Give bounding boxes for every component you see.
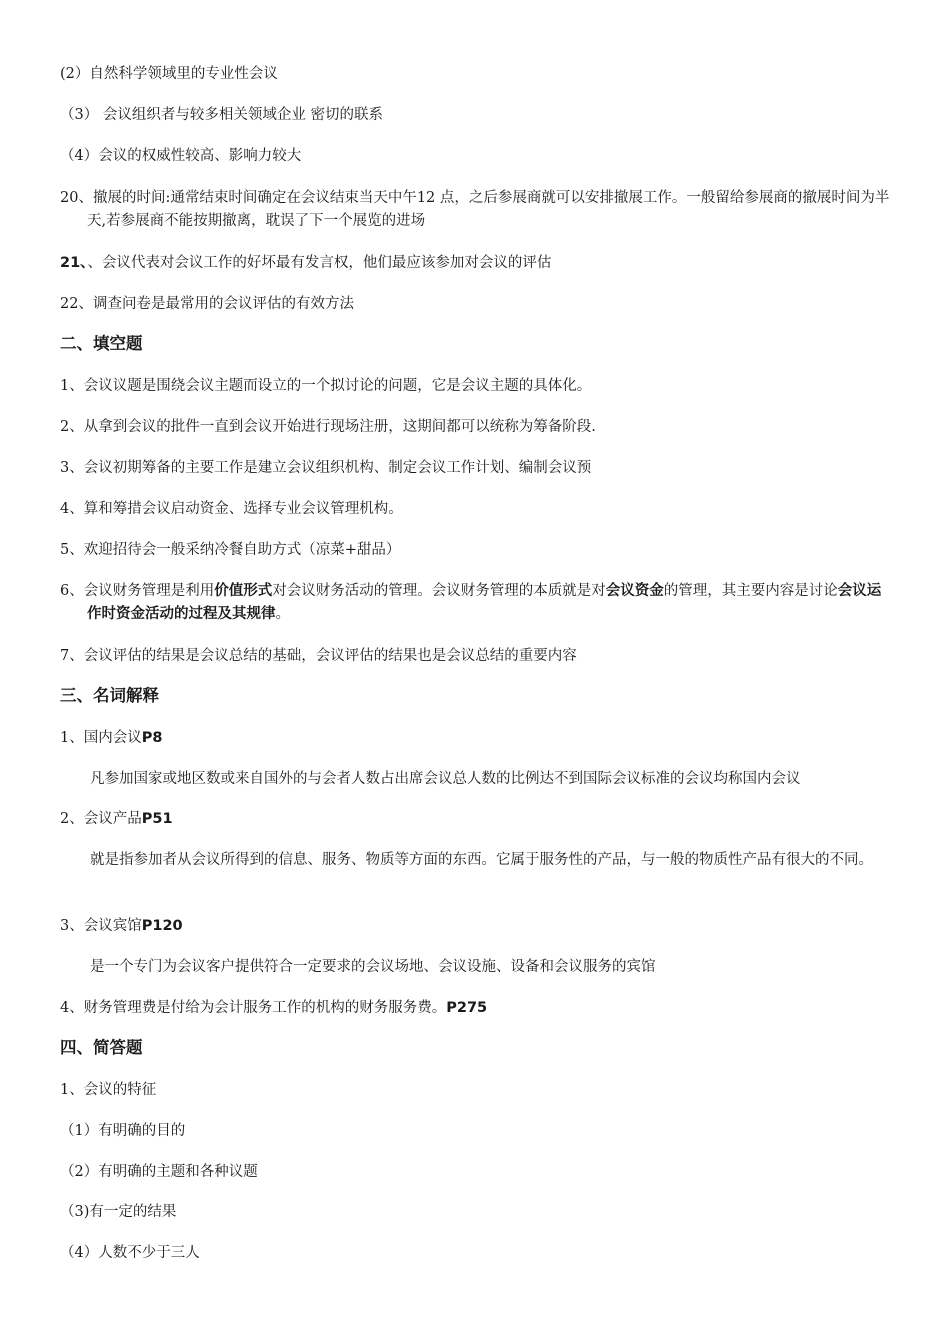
text-line: 1、会议议题是围绕会议主题而设立的一个拟讨论的问题，它是会议主题的具体化。 <box>60 378 592 394</box>
list-item <box>60 417 890 437</box>
text-run: 6、会议财务管理是利用 <box>60 583 215 599</box>
text-line: 2、从拿到会议的批件一直到会议开始进行现场注册，这期间都可以统称为筹备阶段. <box>60 419 596 435</box>
text-run: 3、会议宾馆 <box>60 918 142 934</box>
text-line: （1）有明确的目的 <box>60 1123 186 1139</box>
text-line: 7、会议评估的结果是会议总结的基础，会议评估的结果也是会议总结的重要内容 <box>60 648 577 664</box>
list-item <box>60 1080 890 1100</box>
text-line: 、会议代表对会议工作的好坏最有发言权，他们最应该参加对会议的评估 <box>87 255 552 271</box>
bold-term: 价值形式 <box>214 583 273 599</box>
list-item <box>60 1243 890 1263</box>
term-title <box>60 916 890 936</box>
list-item <box>60 64 890 84</box>
page-ref: P51 <box>141 811 173 827</box>
term-definition <box>90 769 890 789</box>
section-heading-fill-blank: 二、填空题 <box>60 334 143 353</box>
term-title <box>60 809 890 829</box>
text-line: 20、撤展的时间:通常结束时间确定在会议结束当天中午12 点，之后参展商就可以安排撤展工作。一般留给参展商的撤展时间为半天,若参展商不能按期撤离，耽误了下一个展览的进场 <box>60 190 890 229</box>
list-item <box>60 540 890 560</box>
text-line: 3、会议初期筹备的主要工作是建立会议组织机构、制定会议工作计划、编制会议预 <box>60 460 592 476</box>
term-definition <box>90 957 890 977</box>
text-line: 4、算和筹措会议启动资金、选择专业会议管理机构。 <box>60 501 403 517</box>
list-item <box>60 1121 890 1141</box>
page-ref: P275 <box>446 1000 488 1016</box>
page-ref: P8 <box>141 730 163 746</box>
paragraph-item-22 <box>60 294 890 314</box>
text-run: 4、财务管理费是付给为会计服务工作的机构的财务服务费。 <box>60 1000 447 1016</box>
item-number: 21、 <box>60 255 88 271</box>
bold-term: 会议资金 <box>605 583 664 599</box>
paragraph-item-21 <box>60 253 890 273</box>
text-line: 凡参加国家或地区数或来自国外的与会者人数占出席会议总人数的比例达不到国际会议标准的会议均称国内会议 <box>90 771 801 787</box>
section-heading-short-answer: 四、简答题 <box>60 1038 143 1057</box>
list-item <box>60 580 890 626</box>
text-line: (2）自然科学领域里的专业性会议 <box>60 66 278 82</box>
term-definition <box>60 849 890 872</box>
text-line: 5、欢迎招待会一般采纳冷餐自助方式（凉菜+甜品） <box>60 542 401 558</box>
text-run: 的管理，其主要内容是讨论 <box>663 583 838 599</box>
list-item <box>60 376 890 396</box>
text-run: 1、国内会议 <box>60 730 142 746</box>
term-title <box>60 728 890 748</box>
text-run: 对会议财务活动的管理。会议财务管理的本质就是对 <box>272 583 606 599</box>
list-item <box>60 458 890 478</box>
paragraph-item-20 <box>60 187 890 233</box>
text-run: 2、会议产品 <box>60 811 142 827</box>
term-title <box>60 998 890 1018</box>
text-line: 就是指参加者从会议所得到的信息、服务、物质等方面的东西。它属于服务性的产品，与一般的物质性产品有很大的不同。 <box>90 852 873 868</box>
list-item <box>60 146 890 166</box>
text-line: 1、会议的特征 <box>60 1082 157 1098</box>
page-ref: P120 <box>141 918 183 934</box>
bold-term: 会议运作时资金活动的过程及其规律 <box>87 583 882 622</box>
text-line: （2）有明确的主题和各种议题 <box>60 1164 258 1180</box>
text-line: 是一个专门为会议客户提供符合一定要求的会议场地、会议设施、设备和会议服务的宾馆 <box>90 959 656 975</box>
list-item <box>60 105 890 125</box>
section-heading-terms: 三、名词解释 <box>60 686 159 705</box>
text-line: （3)有一定的结果 <box>60 1204 177 1220</box>
text-line: （4）会议的权威性较高、影响力较大 <box>60 148 302 164</box>
text-run: 。 <box>275 606 290 622</box>
list-item <box>60 499 890 519</box>
list-item <box>60 1202 890 1222</box>
text-line: （3） 会议组织者与较多相关领域企业 密切的联系 <box>60 107 383 123</box>
list-item <box>60 646 890 666</box>
text-line: （4）人数不少于三人 <box>60 1245 200 1261</box>
text-line: 22、调查问卷是最常用的会议评估的有效方法 <box>60 296 354 312</box>
list-item <box>60 1162 890 1182</box>
